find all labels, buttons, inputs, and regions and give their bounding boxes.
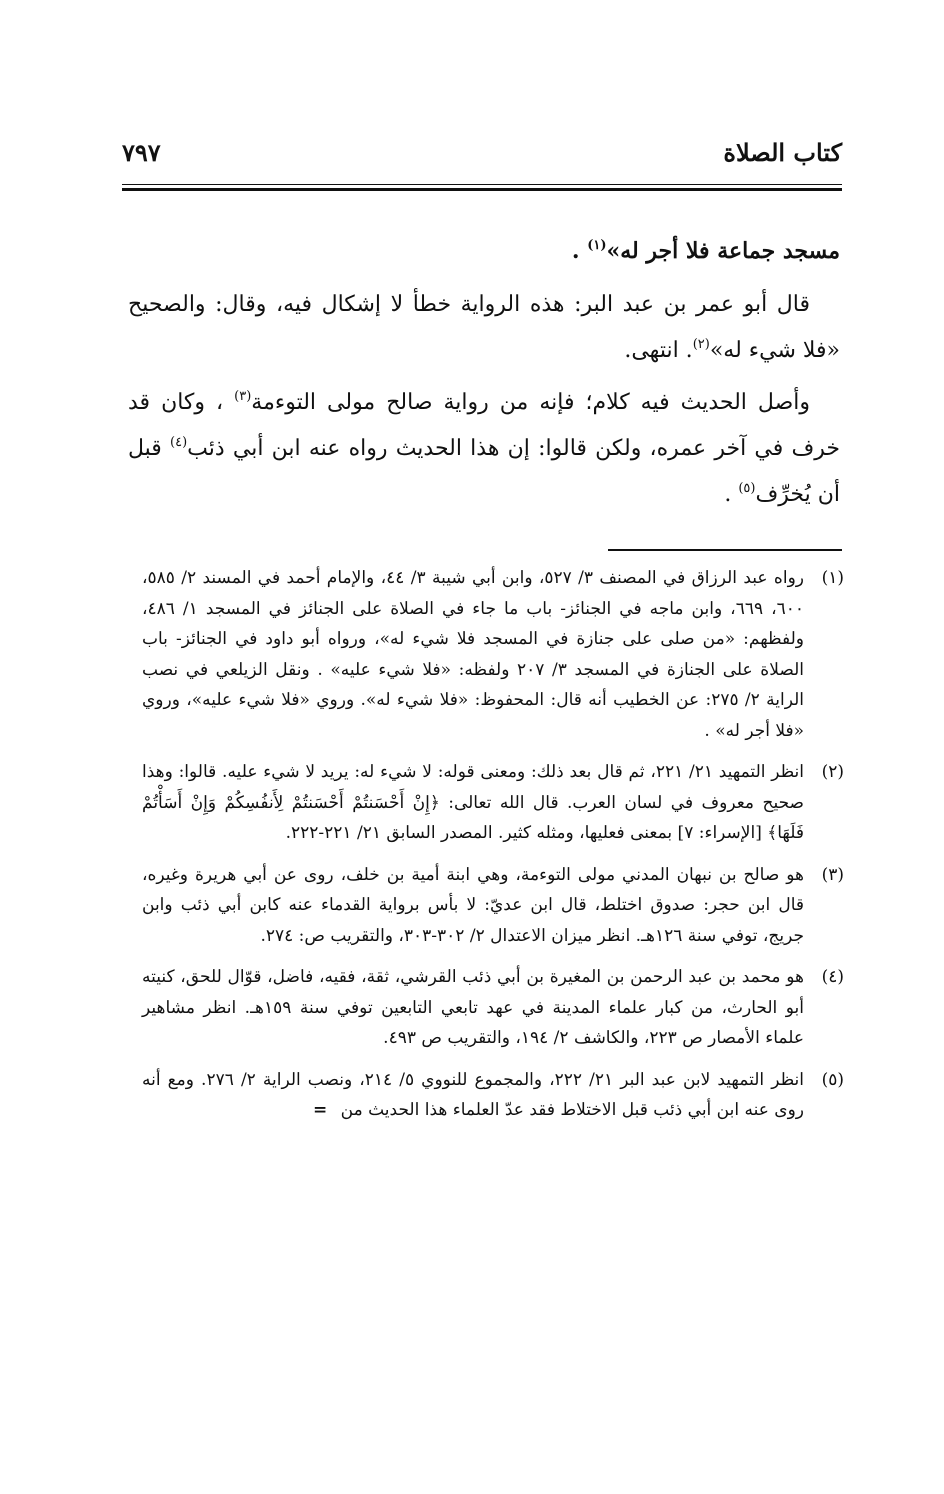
footnote-separator	[608, 549, 842, 551]
header-rule-thick	[122, 188, 842, 191]
page-number: ٧٩٧	[122, 138, 161, 167]
footnote-4	[142, 962, 844, 1054]
footnote-ref-1[interactable]: (١)	[587, 238, 607, 253]
footnote-number: (١)	[821, 568, 844, 588]
footnote-number: (٥)	[821, 1069, 844, 1090]
running-header	[122, 138, 842, 178]
footnote-5	[142, 1065, 844, 1126]
lead-line: مسجد جماعة فلا أجر له»$^{(١)}$ .	[571, 238, 840, 264]
footnote-number: (٢)	[821, 762, 844, 782]
chapter-title: كتاب الصلاة	[723, 138, 842, 167]
main-text	[128, 228, 840, 518]
continuation-mark: =	[312, 1100, 328, 1120]
footnote-text: انظر التمهيد لابن عبد البر ٢١/ ٢٢٢، والمجموع للنووي ٥/ ٢١٤، ونصب الراية ٢/ ٢٧٦. ومع أنه روى عنه ابن أبي ذئب قبل الاختلاط فقد عدّ العلماء هذا الحديث من	[142, 1069, 804, 1120]
footnote-2	[142, 757, 844, 849]
footnotes	[142, 563, 844, 1137]
footnote-text: رواه عبد الرزاق في المصنف ٣/ ٥٢٧، وابن أبي شيبة ٣/ ٤٤، والإمام أحمد في المسند ٢/ ٥٨٥، ٦٠٠، ٦٦٩، وابن ماجه في الجنائز- باب ما جاء في الصلاة على الجنائز في المسجد ١/ ٤٨٦، ولفظهم: «من صلى على جنازة في المسجد فلا شيء له»، ورواه أبو داود في الجنائز- باب الصلاة على الجنازة في المسجد ٣/ ٢٠٧ ولفظه: «فلا شيء عليه» . ونقل الزيلعي في نصب الراية ٢/ ٢٧٥: عن الخطيب أنه قال: المحفوظ: «فلا شيء له». وروي «فلا شيء عليه»، وروي «فلا أجر له» .	[142, 568, 805, 741]
footnote-text: هو صالح بن نبهان المدني مولى التوءمة، وهي ابنة أمية بن خلف، روى عن أبي هريرة وغيره، قال ابن حجر: صدوق اختلط، قال ابن عديّ: لا بأس برواية القدماء عنه كابن أبي ذئب وابن جريج، توفي سنة ١٢٦هـ. انظر ميزان الاعتدال ٢/ ٣٠٢-٣٠٣، والتقريب ص: ٢٧٤.	[142, 864, 804, 946]
footnote-ref-4[interactable]: (٤)	[170, 435, 188, 450]
footnote-ref-5[interactable]: (٥)	[738, 481, 756, 496]
header-rule-thin	[122, 184, 842, 185]
footnote-number: (٣)	[821, 864, 844, 885]
footnote-number: (٤)	[821, 967, 844, 987]
footnote-text: انظر التمهيد ٢١/ ٢٢١، ثم قال بعد ذلك: ومعنى قوله: لا شيء له: يريد لا شيء عليه. قالوا: وهذا صحيح معروف في لسان العرب. قال الله تعالى: ﴿إِنْ أَحْسَنتُمْ أَحْسَنتُمْ لِأَنفُسِكُمْ وَإِنْ أَسَأْتُمْ فَلَهَا﴾ [الإسراء: ٧] بمعنى فعليها، ومثله كثير. المصدر السابق ٢١/ ٢٢١-٢٢٢.	[142, 762, 804, 843]
paragraph-hadith-origin: وأصل الحديث فيه كلام؛ فإنه من رواية صالح مولى التوءمة$^{(٣)}$ ، وكان قد خرف في آخر عمره، ولكن قالوا: إن هذا الحديث رواه عنه ابن أبي ذئب$^{(٤)}$ قبل أن يُخرِّف$^{(٥)}$ .	[128, 389, 841, 507]
footnote-text: هو محمد بن عبد الرحمن بن المغيرة بن أبي ذئب القرشي، ثقة، فقيه، فاضل، قوّال للحق، كنيته أبو الحارث، من كبار علماء المدينة في عهد تابعي التابعين توفي سنة ١٥٩هـ. انظر مشاهير علماء الأمصار ص ٢٢٣، والكاشف ٢/ ١٩٤، والتقريب ص ٤٩٣.	[142, 967, 804, 1048]
footnote-3	[142, 860, 844, 952]
footnote-ref-3[interactable]: (٣)	[234, 389, 252, 404]
footnote-ref-2[interactable]: (٢)	[692, 337, 710, 352]
paragraph-ibn-abd-al-barr: قال أبو عمر بن عبد البر: هذه الرواية خطأ لا إشكال فيه، وقال: والصحيح «فلا شيء له»$^{(٢)}$. انتهى.	[128, 292, 840, 363]
footnote-1	[142, 563, 844, 746]
